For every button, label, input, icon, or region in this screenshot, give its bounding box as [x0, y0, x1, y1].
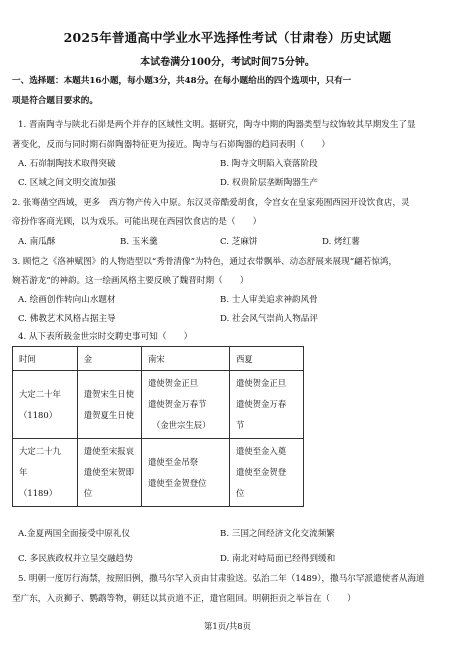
- table-header-jin: 金: [77, 347, 141, 371]
- q3-option-d[interactable]: D. 社会风气崇尚人物品评: [220, 314, 318, 324]
- q3-option-b[interactable]: B. 士人审美追求神韵风骨: [220, 295, 318, 305]
- section-heading-line1: 一、选择题：本题共16小题，每小题3分，共48分。在每小题给出的四个选项中，只有一: [12, 76, 352, 86]
- page-footer: 第1页/共8页: [204, 621, 251, 631]
- q4-option-a[interactable]: A.金夏两国全面接受中原礼仪: [18, 529, 131, 539]
- q4-option-d[interactable]: D. 南北对峙局面已经得到缓和: [220, 554, 336, 564]
- q1-option-d[interactable]: D. 权贵阶层垄断陶器生产: [220, 178, 318, 188]
- q1-option-c[interactable]: C. 区域之间文明交流加强: [18, 178, 116, 188]
- q4-option-c[interactable]: C. 多民族政权并立呈交融趋势: [18, 554, 133, 564]
- table-cell-song: 遣使至金吊祭 遣使至金贺登位: [141, 439, 229, 507]
- table-cell-xia: 遣使至金入奠 遣使至金贺登 位: [229, 439, 303, 507]
- q1-option-a[interactable]: A. 石峁制陶技术取得突破: [18, 159, 116, 169]
- q5-stem-line2: 至广东，入贡狮子、鹦鹉等物，朝廷以其贡道不正，遣官阻回。明朝拒贡之举旨在（ ）: [12, 594, 356, 604]
- table-cell-song: 遣使贺金正旦 遣使贺金万春节 （金世宗生辰）: [141, 371, 229, 439]
- table-cell-jin: 遣贺宋生日使 遣贺夏生日使: [77, 371, 141, 439]
- table-cell-time: 大定二十年 （1180）: [13, 371, 78, 439]
- q5-stem-line1: 5. 明朝一度厉行海禁，按照旧例，撒马尔罕入贡由甘肃验送。弘治二年（1489），撒马尔罕派遣使者从海道: [18, 574, 425, 584]
- q2-option-d[interactable]: D. 烤红薯: [322, 237, 360, 247]
- q3-option-a[interactable]: A. 绘画创作转向山水题材: [18, 295, 116, 305]
- exam-title: 2025年普通高中学业水平选择性考试（甘肃卷）历史试题: [63, 30, 392, 45]
- table-row: [13, 371, 304, 439]
- q4-option-b[interactable]: B. 三国之间经济文化交流频繁: [220, 529, 335, 539]
- table-cell-xia: 遣使贺金正旦 遣使贺金万春 节: [229, 371, 303, 439]
- q2-option-b[interactable]: B. 玉米羹: [120, 237, 158, 247]
- section-heading-line2: 项是符合题目要求的。: [12, 96, 98, 106]
- q2-stem-line2: 帝扮作客商光顾，以为戏乐。可能出现在西园饮食店的是（ ）: [12, 217, 262, 227]
- table-header-song: 南宋: [141, 347, 229, 371]
- table-header-row: [13, 347, 304, 371]
- q4-stem: 4. 从下表所载金世宗时交聘史事可知（ ）: [18, 332, 193, 342]
- q1-option-b[interactable]: B. 陶寺文明陷入衰落阶段: [220, 159, 318, 169]
- table-row: [13, 439, 304, 507]
- q3-stem-line2: 婉若游龙”的神韵。这一绘画风格主要反映了魏晋时期（ ）: [12, 276, 249, 286]
- q4-history-table: [12, 346, 304, 507]
- q2-option-c[interactable]: C. 芝麻饼: [220, 237, 258, 247]
- q2-stem-line1: 2. 张骞凿空西域，更多 西方物产传入中原。东汉灵帝酷爱胡食，令宫女在皇家苑囿西园开设饮食店，灵: [12, 198, 410, 208]
- table-header-time: 时间: [13, 347, 78, 371]
- q3-stem-line1: 3. 顾恺之《洛神赋图》的人物造型以“秀骨清像”为特色，通过衣带飘举、动态舒展来展现“翩若惊鸿，: [12, 257, 398, 267]
- q2-option-a[interactable]: A. 南瓜酥: [18, 237, 56, 247]
- table-cell-time: 大定二十九 年 （1189）: [13, 439, 78, 507]
- q1-stem-line1: 1. 晋南陶寺与陕北石峁是两个并存的区域性文明。据研究，陶寺中期的陶器类型与纹饰较其早期发生了显: [18, 120, 416, 130]
- q1-stem-line2: 著变化，反而与同时期石峁陶器特征更为接近。陶寺与石峁陶器的趋同表明（ ）: [12, 140, 330, 150]
- table-header-xia: 西夏: [229, 347, 303, 371]
- q3-option-c[interactable]: C. 佛教艺术风格占据主导: [18, 314, 116, 324]
- exam-subtitle: 本试卷满分100分，考试时间75分钟。: [140, 57, 315, 68]
- table-cell-jin: 遣使至宋报哀 遣使至宋贺即 位: [77, 439, 141, 507]
